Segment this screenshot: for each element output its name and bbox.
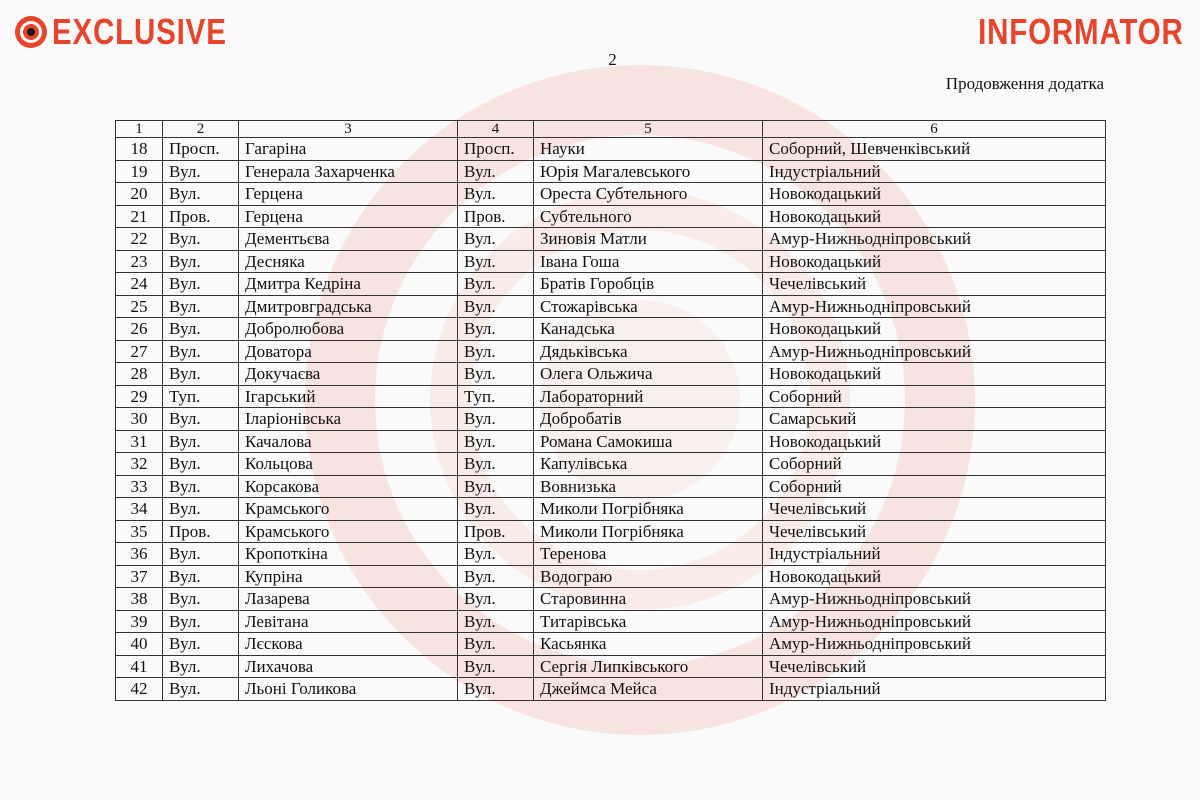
old-type-cell: Пров. bbox=[163, 205, 239, 228]
new-type-cell: Туп. bbox=[458, 385, 534, 408]
old-name-cell: Доватора bbox=[239, 340, 458, 363]
column-header: 5 bbox=[534, 121, 763, 138]
row-number-cell: 26 bbox=[116, 318, 163, 341]
row-number-cell: 23 bbox=[116, 250, 163, 273]
old-type-cell: Вул. bbox=[163, 678, 239, 701]
old-type-cell: Вул. bbox=[163, 295, 239, 318]
table-row bbox=[116, 318, 1106, 341]
new-name-cell: Старовинна bbox=[534, 588, 763, 611]
district-cell: Самарський bbox=[763, 408, 1106, 431]
district-cell: Новокодацький bbox=[763, 318, 1106, 341]
row-number-cell: 22 bbox=[116, 228, 163, 251]
new-name-cell: Олега Ольжича bbox=[534, 363, 763, 386]
old-type-cell: Вул. bbox=[163, 633, 239, 656]
table-row bbox=[116, 363, 1106, 386]
old-type-cell: Вул. bbox=[163, 588, 239, 611]
old-type-cell: Вул. bbox=[163, 160, 239, 183]
street-rename-table bbox=[115, 120, 1106, 701]
new-type-cell: Вул. bbox=[458, 430, 534, 453]
old-name-cell: Качалова bbox=[239, 430, 458, 453]
new-type-cell: Вул. bbox=[458, 318, 534, 341]
old-type-cell: Вул. bbox=[163, 363, 239, 386]
new-name-cell: Водограю bbox=[534, 565, 763, 588]
district-cell: Новокодацький bbox=[763, 183, 1106, 206]
exclusive-logo-text: EXCLUSIVE bbox=[52, 11, 227, 52]
table-row bbox=[116, 295, 1106, 318]
old-type-cell: Вул. bbox=[163, 318, 239, 341]
row-number-cell: 39 bbox=[116, 610, 163, 633]
new-type-cell: Вул. bbox=[458, 363, 534, 386]
row-number-cell: 29 bbox=[116, 385, 163, 408]
old-type-cell: Вул. bbox=[163, 565, 239, 588]
district-cell: Чечелівський bbox=[763, 273, 1106, 296]
old-name-cell: Кольцова bbox=[239, 453, 458, 476]
row-number-cell: 32 bbox=[116, 453, 163, 476]
new-type-cell: Вул. bbox=[458, 295, 534, 318]
district-cell: Соборний bbox=[763, 385, 1106, 408]
table-row bbox=[116, 565, 1106, 588]
table-row bbox=[116, 678, 1106, 701]
new-type-cell: Вул. bbox=[458, 588, 534, 611]
new-name-cell: Канадська bbox=[534, 318, 763, 341]
old-name-cell: Герцена bbox=[239, 183, 458, 206]
row-number-cell: 24 bbox=[116, 273, 163, 296]
table-row bbox=[116, 498, 1106, 521]
district-cell: Амур-Нижньодніпровський bbox=[763, 633, 1106, 656]
row-number-cell: 28 bbox=[116, 363, 163, 386]
table-row bbox=[116, 430, 1106, 453]
new-name-cell: Титарівська bbox=[534, 610, 763, 633]
new-name-cell: Джеймса Мейса bbox=[534, 678, 763, 701]
row-number-cell: 36 bbox=[116, 543, 163, 566]
table-row bbox=[116, 453, 1106, 476]
old-type-cell: Вул. bbox=[163, 250, 239, 273]
new-name-cell: Дядьківська bbox=[534, 340, 763, 363]
new-name-cell: Ореста Субтельного bbox=[534, 183, 763, 206]
eye-target-icon bbox=[14, 15, 48, 49]
table-row bbox=[116, 205, 1106, 228]
old-name-cell: Гагаріна bbox=[239, 138, 458, 161]
new-type-cell: Вул. bbox=[458, 543, 534, 566]
table-row bbox=[116, 228, 1106, 251]
new-name-cell: Науки bbox=[534, 138, 763, 161]
new-type-cell: Вул. bbox=[458, 160, 534, 183]
old-name-cell: Купріна bbox=[239, 565, 458, 588]
new-type-cell: Вул. bbox=[458, 250, 534, 273]
old-name-cell: Дмитра Кедріна bbox=[239, 273, 458, 296]
old-name-cell: Дементьєва bbox=[239, 228, 458, 251]
new-name-cell: Вовнизька bbox=[534, 475, 763, 498]
table-row bbox=[116, 475, 1106, 498]
table-row bbox=[116, 408, 1106, 431]
new-type-cell: Вул. bbox=[458, 655, 534, 678]
row-number-cell: 40 bbox=[116, 633, 163, 656]
row-number-cell: 33 bbox=[116, 475, 163, 498]
table-row bbox=[116, 385, 1106, 408]
new-name-cell: Братів Горобців bbox=[534, 273, 763, 296]
row-number-cell: 38 bbox=[116, 588, 163, 611]
old-type-cell: Вул. bbox=[163, 183, 239, 206]
new-type-cell: Просп. bbox=[458, 138, 534, 161]
table-row bbox=[116, 160, 1106, 183]
new-type-cell: Вул. bbox=[458, 453, 534, 476]
row-number-cell: 18 bbox=[116, 138, 163, 161]
new-name-cell: Романа Самокиша bbox=[534, 430, 763, 453]
continuation-label: Продовження додатка bbox=[945, 74, 1104, 93]
old-name-cell: Кропоткіна bbox=[239, 543, 458, 566]
old-type-cell: Вул. bbox=[163, 498, 239, 521]
old-name-cell: Герцена bbox=[239, 205, 458, 228]
old-type-cell: Пров. bbox=[163, 520, 239, 543]
district-cell: Чечелівський bbox=[763, 520, 1106, 543]
row-number-cell: 42 bbox=[116, 678, 163, 701]
page-number: 2 bbox=[608, 50, 617, 69]
new-name-cell: Касьянка bbox=[534, 633, 763, 656]
row-number-cell: 21 bbox=[116, 205, 163, 228]
new-name-cell: Теренова bbox=[534, 543, 763, 566]
new-name-cell: Миколи Погрібняка bbox=[534, 520, 763, 543]
old-name-cell: Корсакова bbox=[239, 475, 458, 498]
row-number-cell: 41 bbox=[116, 655, 163, 678]
row-number-cell: 31 bbox=[116, 430, 163, 453]
new-type-cell: Вул. bbox=[458, 408, 534, 431]
column-header: 3 bbox=[239, 121, 458, 138]
old-type-cell: Вул. bbox=[163, 475, 239, 498]
district-cell: Індустріальний bbox=[763, 160, 1106, 183]
informator-logo: INFORMATOR bbox=[978, 11, 1184, 52]
table-row bbox=[116, 520, 1106, 543]
district-cell: Амур-Нижньодніпровський bbox=[763, 228, 1106, 251]
district-cell: Чечелівський bbox=[763, 498, 1106, 521]
new-type-cell: Вул. bbox=[458, 475, 534, 498]
old-name-cell: Ігарський bbox=[239, 385, 458, 408]
old-name-cell: Крамського bbox=[239, 520, 458, 543]
old-type-cell: Туп. bbox=[163, 385, 239, 408]
new-name-cell: Субтельного bbox=[534, 205, 763, 228]
old-type-cell: Вул. bbox=[163, 228, 239, 251]
new-type-cell: Вул. bbox=[458, 633, 534, 656]
column-header: 6 bbox=[763, 121, 1106, 138]
table-body bbox=[116, 138, 1106, 701]
table-row bbox=[116, 183, 1106, 206]
table-row bbox=[116, 633, 1106, 656]
old-name-cell: Іларіонівська bbox=[239, 408, 458, 431]
row-number-cell: 20 bbox=[116, 183, 163, 206]
new-type-cell: Вул. bbox=[458, 340, 534, 363]
district-cell: Індустріальний bbox=[763, 543, 1106, 566]
exclusive-logo bbox=[14, 12, 265, 52]
new-name-cell: Івана Гоша bbox=[534, 250, 763, 273]
district-cell: Амур-Нижньодніпровський bbox=[763, 295, 1106, 318]
new-name-cell: Зиновія Матли bbox=[534, 228, 763, 251]
old-name-cell: Дмитровградська bbox=[239, 295, 458, 318]
row-number-cell: 25 bbox=[116, 295, 163, 318]
old-name-cell: Льоні Голикова bbox=[239, 678, 458, 701]
row-number-cell: 35 bbox=[116, 520, 163, 543]
district-cell: Амур-Нижньодніпровський bbox=[763, 340, 1106, 363]
new-name-cell: Капулівська bbox=[534, 453, 763, 476]
old-type-cell: Вул. bbox=[163, 273, 239, 296]
old-type-cell: Вул. bbox=[163, 453, 239, 476]
column-header: 2 bbox=[163, 121, 239, 138]
district-cell: Амур-Нижньодніпровський bbox=[763, 588, 1106, 611]
new-name-cell: Сергія Липківського bbox=[534, 655, 763, 678]
column-header: 4 bbox=[458, 121, 534, 138]
old-name-cell: Крамського bbox=[239, 498, 458, 521]
new-type-cell: Вул. bbox=[458, 610, 534, 633]
new-type-cell: Пров. bbox=[458, 520, 534, 543]
table-row bbox=[116, 543, 1106, 566]
new-name-cell: Юрія Магалевського bbox=[534, 160, 763, 183]
table-row bbox=[116, 340, 1106, 363]
column-header: 1 bbox=[116, 121, 163, 138]
old-type-cell: Вул. bbox=[163, 408, 239, 431]
old-type-cell: Вул. bbox=[163, 543, 239, 566]
new-type-cell: Вул. bbox=[458, 228, 534, 251]
district-cell: Індустріальний bbox=[763, 678, 1106, 701]
row-number-cell: 19 bbox=[116, 160, 163, 183]
row-number-cell: 27 bbox=[116, 340, 163, 363]
table-row bbox=[116, 273, 1106, 296]
old-name-cell: Десняка bbox=[239, 250, 458, 273]
new-type-cell: Вул. bbox=[458, 498, 534, 521]
old-type-cell: Просп. bbox=[163, 138, 239, 161]
new-type-cell: Вул. bbox=[458, 678, 534, 701]
new-type-cell: Вул. bbox=[458, 273, 534, 296]
old-type-cell: Вул. bbox=[163, 655, 239, 678]
old-name-cell: Докучаєва bbox=[239, 363, 458, 386]
district-cell: Соборний, Шевченківський bbox=[763, 138, 1106, 161]
old-name-cell: Генерала Захарченка bbox=[239, 160, 458, 183]
old-type-cell: Вул. bbox=[163, 610, 239, 633]
district-cell: Чечелівський bbox=[763, 655, 1106, 678]
new-type-cell: Вул. bbox=[458, 565, 534, 588]
row-number-cell: 34 bbox=[116, 498, 163, 521]
district-cell: Новокодацький bbox=[763, 565, 1106, 588]
new-name-cell: Миколи Погрібняка bbox=[534, 498, 763, 521]
district-cell: Соборний bbox=[763, 475, 1106, 498]
table-row bbox=[116, 588, 1106, 611]
old-name-cell: Лихачова bbox=[239, 655, 458, 678]
table-header-row bbox=[116, 121, 1106, 138]
new-type-cell: Вул. bbox=[458, 183, 534, 206]
new-name-cell: Стожарівська bbox=[534, 295, 763, 318]
table-row bbox=[116, 655, 1106, 678]
old-name-cell: Лєскова bbox=[239, 633, 458, 656]
old-name-cell: Левітана bbox=[239, 610, 458, 633]
new-name-cell: Добробатів bbox=[534, 408, 763, 431]
table-row bbox=[116, 610, 1106, 633]
table-row bbox=[116, 138, 1106, 161]
old-type-cell: Вул. bbox=[163, 340, 239, 363]
old-name-cell: Лазарева bbox=[239, 588, 458, 611]
new-type-cell: Пров. bbox=[458, 205, 534, 228]
row-number-cell: 37 bbox=[116, 565, 163, 588]
old-type-cell: Вул. bbox=[163, 430, 239, 453]
old-name-cell: Добролюбова bbox=[239, 318, 458, 341]
district-cell: Новокодацький bbox=[763, 205, 1106, 228]
row-number-cell: 30 bbox=[116, 408, 163, 431]
table-row bbox=[116, 250, 1106, 273]
district-cell: Соборний bbox=[763, 453, 1106, 476]
district-cell: Новокодацький bbox=[763, 430, 1106, 453]
new-name-cell: Лабораторний bbox=[534, 385, 763, 408]
district-cell: Новокодацький bbox=[763, 363, 1106, 386]
district-cell: Новокодацький bbox=[763, 250, 1106, 273]
district-cell: Амур-Нижньодніпровський bbox=[763, 610, 1106, 633]
